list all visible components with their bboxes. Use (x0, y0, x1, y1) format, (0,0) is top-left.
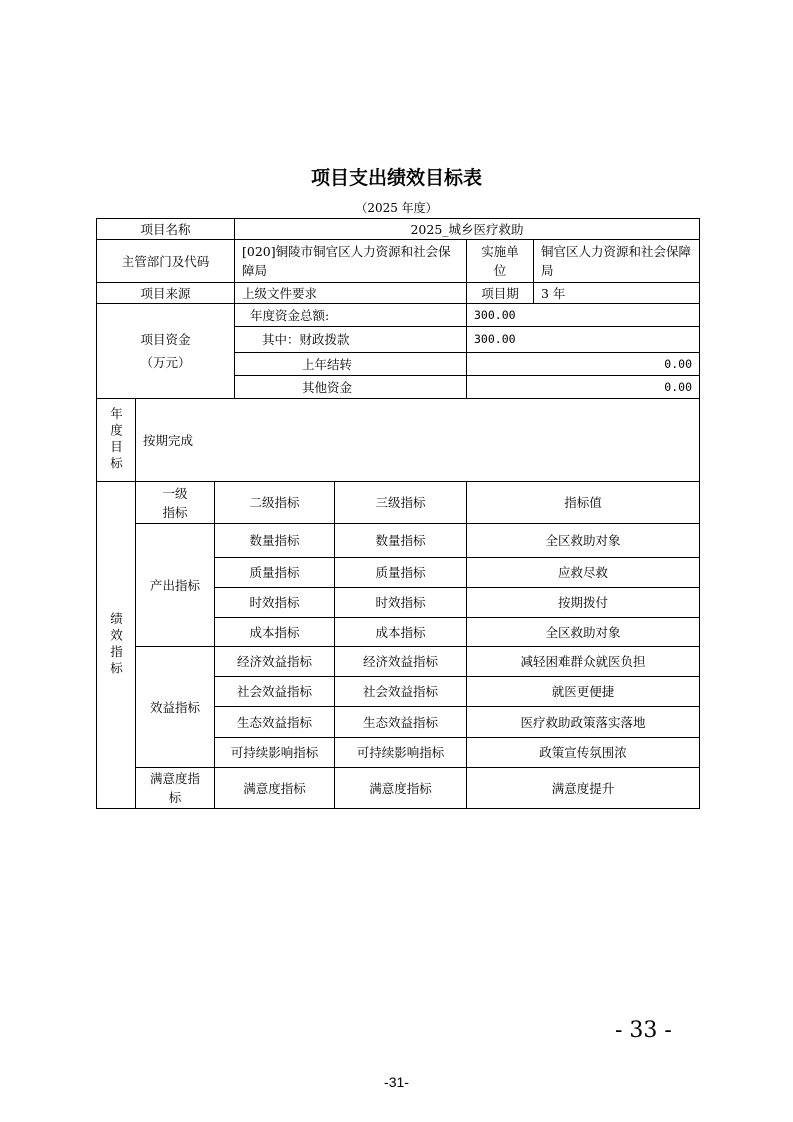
level1-satisfaction: 满意度指标 (135, 767, 215, 809)
level3-cell: 成本指标 (334, 617, 467, 647)
impl-label: 实施单位 (466, 239, 534, 283)
level2-cell: 社会效益指标 (214, 676, 335, 707)
level3-cell: 数量指标 (334, 523, 467, 558)
level2-cell: 数量指标 (214, 523, 335, 558)
funds-label: 项目资金 (140, 332, 191, 347)
funds-total-value: 300.00 (466, 303, 700, 327)
level3-cell: 质量指标 (334, 557, 467, 588)
header-level3: 三级指标 (334, 481, 467, 524)
page-title: 项目支出绩效目标表 (310, 167, 482, 189)
project-name-label: 项目名称 (96, 218, 235, 240)
funds-unit: （万元） (140, 355, 191, 370)
footer-page-number: -31- (384, 1074, 409, 1090)
source-value: 上级文件要求 (234, 282, 467, 304)
impl-value: 铜官区人力资源和社会保障局 (533, 239, 700, 283)
indicator-value-cell: 满意度提升 (466, 767, 700, 809)
indicator-value-cell: 按期拨付 (466, 587, 700, 618)
funds-other-label: 其他资金 (234, 375, 467, 399)
indicator-value-cell: 医疗救助政策落实落地 (466, 706, 700, 738)
level3-cell: 社会效益指标 (334, 676, 467, 707)
level3-cell: 满意度指标 (334, 767, 467, 809)
indicator-value-cell: 政策宣传氛围浓 (466, 737, 700, 768)
level1-benefit: 效益指标 (135, 646, 215, 768)
level2-cell: 质量指标 (214, 557, 335, 588)
funds-other-value: 0.00 (466, 375, 700, 399)
level2-cell: 满意度指标 (214, 767, 335, 809)
indicator-value-cell: 就医更便捷 (466, 676, 700, 707)
level2-cell: 生态效益指标 (214, 706, 335, 738)
funds-carryover-value: 0.00 (466, 352, 700, 376)
level2-cell: 时效指标 (214, 587, 335, 618)
indicator-value-cell: 应救尽救 (466, 557, 700, 588)
source-label: 项目来源 (96, 282, 235, 304)
funds-fiscal-value: 300.00 (466, 326, 700, 353)
performance-label: 绩效指标 (108, 612, 124, 678)
indicator-value-cell: 全区救助对象 (466, 617, 700, 647)
funds-fiscal-label: 其中：财政拨款 (234, 326, 467, 353)
level2-cell: 可持续影响指标 (214, 737, 335, 768)
header-level2: 二级指标 (214, 481, 335, 524)
printed-page-number: - 33 - (615, 1018, 672, 1043)
performance-label-cell (96, 481, 136, 809)
dept-value: [020]铜陵市铜官区人力资源和社会保障局 (234, 239, 467, 283)
level2-cell: 成本指标 (214, 617, 335, 647)
level3-cell: 可持续影响指标 (334, 737, 467, 768)
dept-label: 主管部门及代码 (96, 239, 235, 283)
level2-cell: 经济效益指标 (214, 646, 335, 677)
annual-goal-label-cell (96, 398, 136, 482)
header-level1: 一级指标 (135, 481, 215, 524)
level3-cell: 生态效益指标 (334, 706, 467, 738)
funds-carryover-label: 上年结转 (234, 352, 467, 376)
annual-goal-label: 年度目标 (108, 407, 124, 473)
level3-cell: 时效指标 (334, 587, 467, 618)
funds-total-label: 年度资金总额: (234, 303, 467, 327)
period-value: 3 年 (533, 282, 700, 304)
indicator-value-cell: 减轻困难群众就医负担 (466, 646, 700, 677)
period-label: 项目期 (466, 282, 534, 304)
indicator-value-cell: 全区救助对象 (466, 523, 700, 558)
header-value: 指标值 (466, 481, 700, 524)
funds-label-cell (96, 303, 235, 399)
project-name-value: 2025_城乡医疗救助 (234, 218, 700, 240)
page-subtitle: （2025 年度） (355, 201, 438, 215)
level3-cell: 经济效益指标 (334, 646, 467, 677)
level1-output: 产出指标 (135, 523, 215, 647)
annual-goal-value: 按期完成 (135, 398, 700, 482)
